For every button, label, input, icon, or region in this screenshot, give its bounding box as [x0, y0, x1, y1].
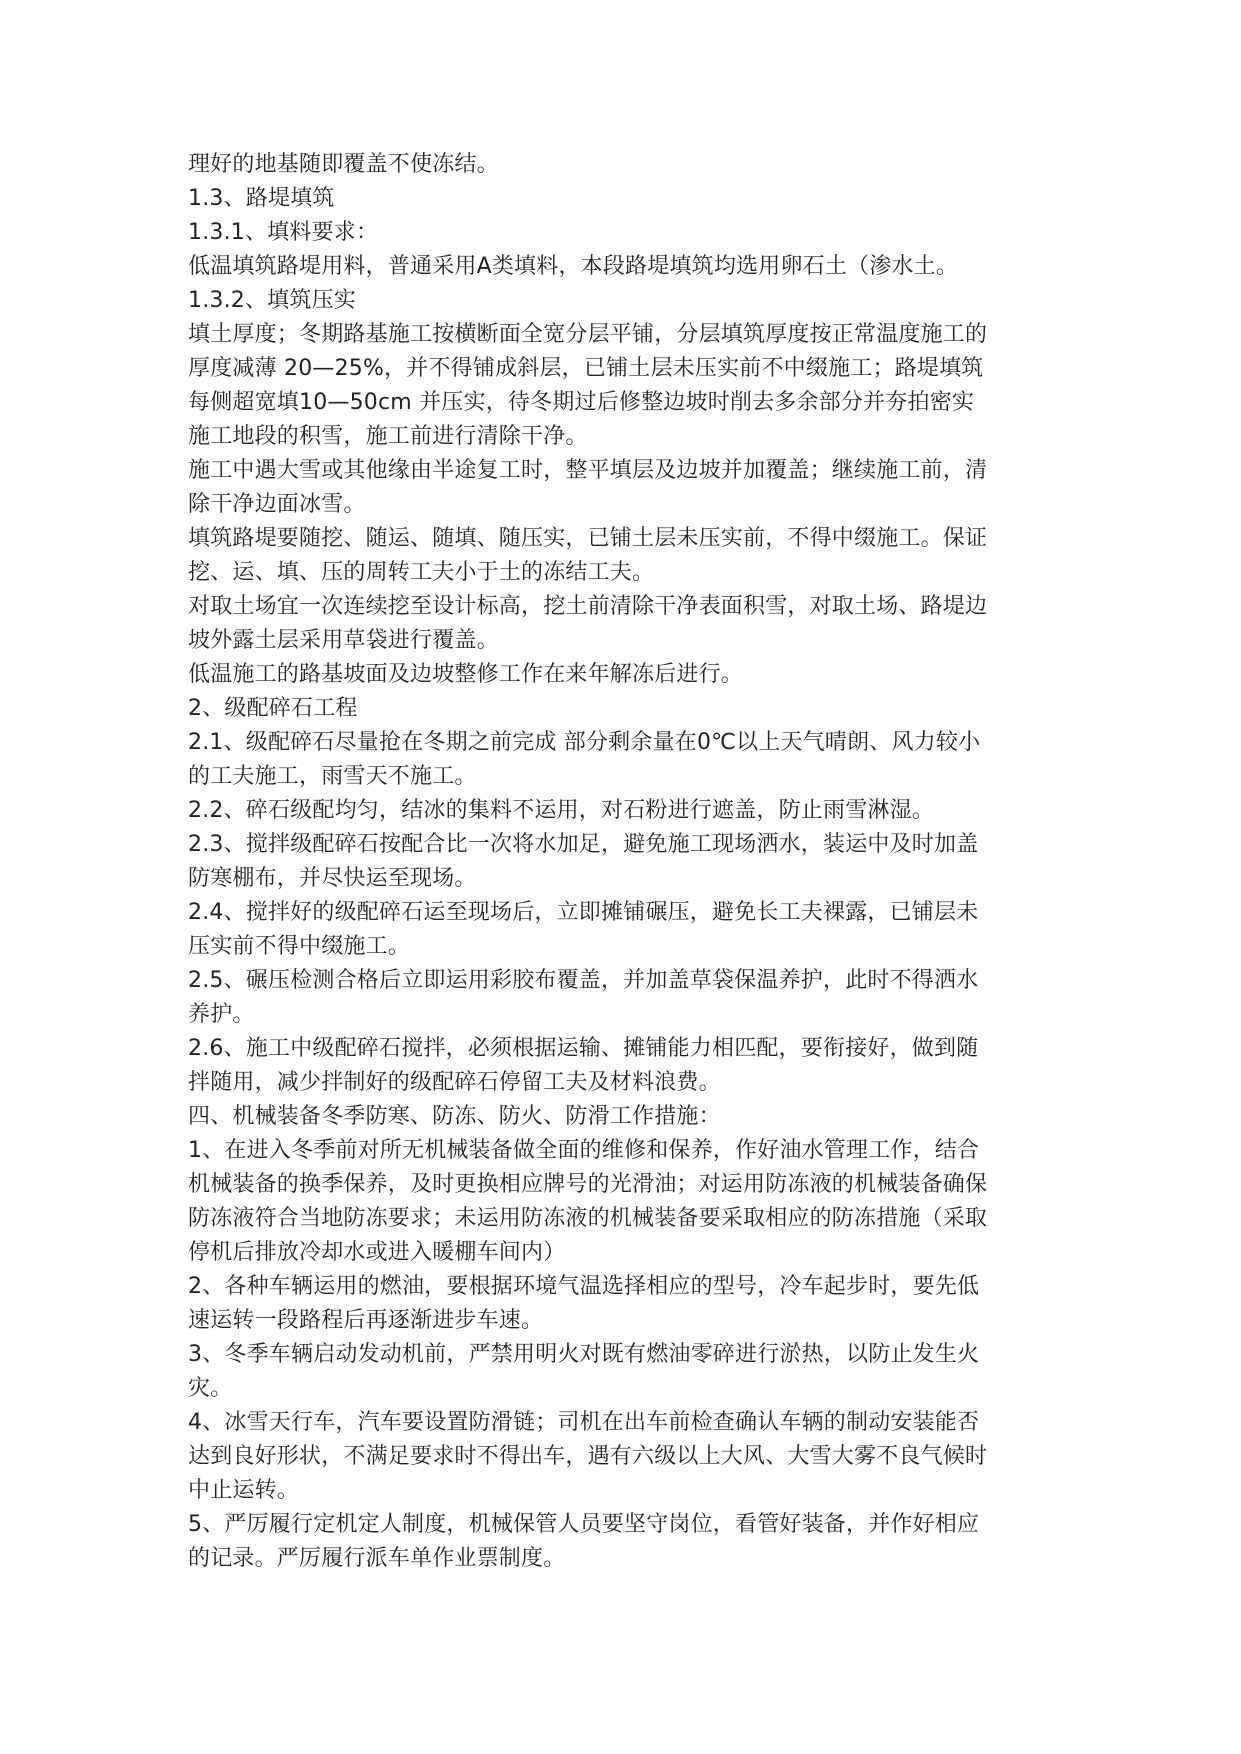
- text-line: 3、冬季车辆启动发动机前，严禁用明火对既有燃油零碎进行淤热，以防止发生火: [188, 1342, 980, 1367]
- text-line: 的记录。严厉履行派车单作业票制度。: [188, 1546, 566, 1571]
- text-line: 2.3、搅拌级配碎石按配合比一次将水加足，避免施工现场洒水，装运中及时加盖: [188, 832, 979, 857]
- text-line: 1.3.1、填料要求：: [188, 220, 379, 245]
- text-line: 速运转一段路程后再逐渐进步车速。: [188, 1308, 544, 1333]
- text-line: 1.3、路堤填筑: [188, 186, 335, 211]
- text-line: 养护。: [188, 1002, 255, 1027]
- text-line: 2.6、施工中级配碎石搅拌，必须根据运输、摊铺能力相匹配，要衔接好，做到随: [188, 1036, 979, 1061]
- text-line: 停机后排放冷却水或进入暖棚车间内）: [188, 1240, 566, 1265]
- text-line: 拌随用，减少拌制好的级配碎石停留工夫及材料浪费。: [188, 1070, 721, 1095]
- text-line: 1、在进入冬季前对所无机械装备做全面的维修和保养，作好油水管理工作，结合: [188, 1138, 980, 1163]
- text-line: 灾。: [188, 1376, 233, 1401]
- text-line: 5、严厉履行定机定人制度，机械保管人员要坚守岗位，看管好装备，并作好相应: [188, 1512, 980, 1537]
- text-line: 理好的地基随即覆盖不使冻结。: [188, 152, 499, 177]
- text-line: 四、机械装备冬季防寒、防冻、防火、防滑工作措施：: [188, 1104, 721, 1129]
- text-line: 2.2、碎石级配均匀，结冰的集料不运用，对石粉进行遮盖，防止雨雪淋湿。: [188, 798, 934, 823]
- text-line: 压实前不得中缀施工。: [188, 934, 411, 959]
- text-line: 厚度减薄 20—25%，并不得铺成斜层，已铺土层未压实前不中缀施工；路堤填筑: [188, 356, 984, 381]
- text-line: 达到良好形状，不满足要求时不得出车，遇有六级以上大风、大雪大雾不良气候时: [188, 1444, 988, 1469]
- text-line: 填土厚度；冬期路基施工按横断面全宽分层平铺，分层填筑厚度按正常温度施工的: [188, 322, 988, 347]
- text-line: 2、各种车辆运用的燃油，要根据环境气温选择相应的型号，冷车起步时，要先低: [188, 1274, 980, 1299]
- text-line: 挖、运、填、压的周转工夫小于土的冻结工夫。: [188, 560, 655, 585]
- text-line: 施工中遇大雪或其他缘由半途复工时，整平填层及边坡并加覆盖；继续施工前，清: [188, 458, 988, 483]
- text-line: 1.3.2、填筑压实: [188, 288, 356, 313]
- text-line: 施工地段的积雪，施工前进行清除干净。: [188, 424, 588, 449]
- text-line: 对取土场宜一次连续挖至设计标高，挖土前清除干净表面积雪，对取土场、路堤边: [188, 594, 988, 619]
- text-line: 除干净边面冰雪。: [188, 492, 366, 517]
- text-line: 低温施工的路基坡面及边坡整修工作在来年解冻后进行。: [188, 662, 744, 687]
- text-line: 坡外露土层采用草袋进行覆盖。: [188, 628, 499, 653]
- text-line: 机械装备的换季保养，及时更换相应牌号的光滑油；对运用防冻液的机械装备确保: [188, 1172, 988, 1197]
- text-line: 防寒棚布，并尽快运至现场。: [188, 866, 477, 891]
- text-line: 2.5、碾压检测合格后立即运用彩胶布覆盖，并加盖草袋保温养护，此时不得洒水: [188, 968, 979, 993]
- text-line: 防冻液符合当地防冻要求；未运用防冻液的机械装备要采取相应的防冻措施（采取: [188, 1206, 988, 1231]
- text-line: 每侧超宽填10—50cm 并压实，待冬期过后修整边坡时削去多余部分并夯拍密实: [188, 390, 975, 415]
- text-line: 低温填筑路堤用料，普通采用A类填料，本段路堤填筑均选用卵石土（渗水土。: [188, 254, 959, 279]
- text-line: 的工夫施工，雨雪天不施工。: [188, 764, 477, 789]
- text-line: 填筑路堤要随挖、随运、随填、随压实，已铺土层未压实前，不得中缀施工。保证: [188, 526, 988, 551]
- text-line: 2、级配碎石工程: [188, 696, 358, 721]
- text-line: 2.4、搅拌好的级配碎石运至现场后，立即摊铺碾压，避免长工夫裸露，已铺层未: [188, 900, 979, 925]
- text-line: 4、冰雪天行车，汽车要设置防滑链；司机在出车前检查确认车辆的制动安装能否: [188, 1410, 980, 1435]
- text-line: 2.1、级配碎石尽量抢在冬期之前完成 部分剩余量在0℃以上天气晴朗、风力较小: [188, 730, 981, 755]
- document-body: [188, 148, 1068, 1576]
- text-line: 中止运转。: [188, 1478, 300, 1503]
